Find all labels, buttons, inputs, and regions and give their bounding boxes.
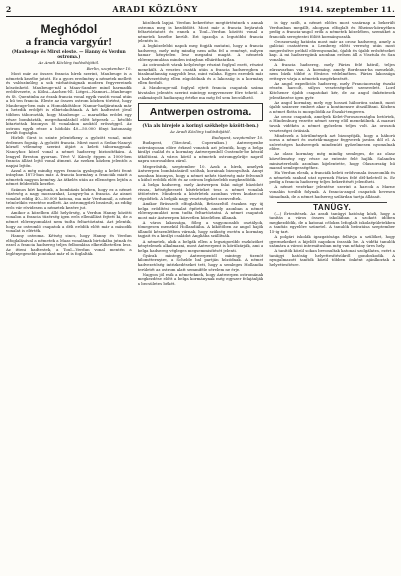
newspaper-title: ARADI KÖZLÖNY: [112, 4, 198, 14]
paragraph: A polgári iskolák igazgatósága felhívja a szülőket, hogy gyermekeiket a kijelölt napokon írassák be. A vidéki tanulók számára a városi internátusban még van néhány üres hely.: [269, 234, 395, 249]
paragraph: Amikor Brüsszelt elfoglalták, Brüsszeltől északra egy új belga erődítési vonalat építettek, amely azonban a német előrenyomulást nem tudta feltartóztatni. A német csapatok most már Antwerpen közvetlen közelében állanak.: [137, 201, 264, 220]
article-source: Az Aradi Közlöny tudósítójától.: [170, 129, 231, 135]
paragraph: Megerősítik, szeptember 10. Azok a hírek, amelyek Antwerpen bombázásáról szóltak, korainak bizonyultak. Annyi azonban bizonyos, hogy a német nehéz tüzérség már felvonult a külső erődök előtt és az ostrom legközelebb megkezdődik.: [137, 163, 264, 183]
paragraph: Mindezek a körülmények azt bizonyítják, hogy a háború sorsa a német és osztrák-magyar fegyverek javára dől el. A szövetséges hadseregek mindenütt győzelmesen nyomulnak előre.: [269, 132, 395, 152]
article-source: Az Aradi Közlöny tudósítójától.: [38, 60, 100, 65]
paragraph: Az angol expedíciós hadsereg, mely Franciaország északi részén harcolt, súlyos veszteségeket szenvedett. Lord Kitchener újabb csapatokat kér, de az angol önkéntesek jelentkezése igen gyér.: [269, 80, 395, 100]
paragraph: Az ostromlott várak helyőrsége részint foglyul esett, részint menekült. A vesztes csaták után a francia hadseregben a bizalmatlanság nagyobb lesz, mint valaha. Egyes ezredek már a hadvezetőség ellen zúgolódnak és a lakosság is a kormány ellen fordult.: [137, 62, 264, 86]
section-heading: TANÜGY.: [313, 203, 352, 213]
paragraph: Ha Verdun elesik, a franciák keleti erődvonala összeomlik és a németek szabad utat nyernek Párizs felé dél-keletről is. Ez pedig a francia hadsereg teljes bekerítését jelentheti.: [269, 170, 395, 185]
paragraph: Amikor a közelben álló helyőrség, a Verdun Hanny közötti vonalon a francia tüzérség igen erős ellenállást fejtett ki, de a német előrenyomulást nem tudta feltartóztatni. Azt jelentik, hogy az ostromló csapatok a déli erődök előtt már a második vonalat is elérték.: [6, 209, 132, 234]
paragraph: A belga hadsereg, mely Antwerpen falai mögé húzódott vissza, kétségbeesett kísérleteket tesz a német vonalak áttörésére. Mindezek a kísérletek azonban véres kudarccal végződtek. A belgák nagy veszteségeket szenvedtek.: [137, 182, 264, 201]
paragraph: (—) Értesítések. Az aradi tanügyi hatóság közli, hogy a tanítás a város összes iskoláiban a szokott időben megkezdődik, de a katonai célokra lefoglalt iskolaépületekben a tanítás egyelőre szünetel. A tanulók beíratása szeptember 15-ig tart.: [269, 210, 395, 234]
page-number: 2: [6, 5, 12, 14]
paragraph: Hirlelt Girst is szinte jelentékeny a győzött vonal, mint érdemes fogság. A győzött francia. Mirst most a Sedan-Nancyi körnél vélemény szerint átjárt a keleti tábornagynak. Nancyhoz közel vonal a német hadsereg biztosítékára. A lengyel Breston gyorsan. Tévé V. Károly éppen a 1000-ben francia állást lejtő vonal átment. Az ezeken közben jelentős a napjai lejtőn.: [6, 135, 132, 168]
headline-line-1: Meghódol: [40, 22, 98, 36]
paragraph: Gyárak mintegy Antwerpentől mintegy tizenöt kilométernyire, a Schelde bal partján húzódnak. A német hadvezetőség intézkedéseket tett, hogy a semleges Hollandia területét az ostrom alatt semmiféle sérelem ne érje.: [137, 252, 264, 272]
headline-line-2: a francia vargyúr!: [25, 36, 112, 48]
column-left: [6, 21, 132, 569]
paragraph: Számos hírt kaptunk, a bombázás közben, hogy ez a német tüzérség a nagy mozsarakat, Longwy-ba a francia. Az aisnei vonalat eddig 40—50.000 katona, ma már Verdunnál, a német trónörökös vezetése mellett. Az ostromgyűrű bezárult, az eddig erős vár rövidesen a németek kezére jut.: [6, 186, 132, 210]
article-subhead: (Via als hirejele a korinyi székhelye között-ben.): [142, 124, 259, 130]
paragraph: A tanítók közül sokan bevonultak katonai szolgálatra, ezért a tanügyi hatóság helyettesítésükről gondoskodik. A nyugalmazott tanítók közül többen önként ajánlkoztak a helyettesítésre.: [269, 248, 395, 267]
box-headline: Antwerpen ostroma.: [149, 106, 252, 119]
article-columns: [6, 21, 395, 569]
paragraph: A város lakossága, főleg a vagyonosabb osztályok, tömegesen menekül Hollandiába. A kikötőben az angol hajók állandó készenlétben várnak, hogy szükség esetén a kormány tagjait és a királyi családot Angliába szállítsák.: [137, 219, 264, 239]
paragraph: Az orosz csapatok, amelyek Kelet-Poroszországba betörtek, a Hindenburg vezette német sereg elől menekülnek. A mazuri tavak vidékén a német győzelem teljes volt. Az oroszok veszteségei óriásiak.: [269, 113, 395, 133]
article-subhead: (Maubeuge és Mirst eleste. — Hanny és Verdun ostroma.): [11, 50, 126, 60]
masthead: [6, 4, 395, 17]
paragraph: is úgy szólt, a német előőrs most vasárnap a bekerült Verdunban megállt, ahogyan elfoglalt és Rheims-környéken pedig a francia-angol erők a németek közelében, szemüket a franciák seregtestei fölött kormányozzák.: [269, 21, 395, 39]
paragraph: Most már az összes francia hírek szerint, Maubeuge is a németek kezébe jutott. Ez a gyors eredmény a németek mellett és valószínűleg a sok várhatóságnak modern fegyvereinek köszönhető. Maubeuge-nál a Maas-Sambre mind harmadik erődövezete, a Kölni—Aachen-Nl. Liégei—Namuri—Maubeuge és St. Quentinba az észak francia vonal egyik vasúti vonal után a hű ten francia. Eleste az összes ostrom közben történt, hogy Maubeuge-ben más a Homokkőtábor. Namur-hadjáratnak már a hetedik erődjét is elbirtokoltának. A két hadtestet jóval többen táborozták, hogy Maubeuge — maradéka erődei egy része bombázták, megrohamlásból előtt képesek — később kitartottak bizonyos fő vonalakon azoktól erősséggel. Az ostrom egyik része a hódolás 40—50.000 főnyi katonaság került fogságba.: [6, 71, 132, 136]
paragraph: A német vezérkar jelentése szerint a harcok a Marne vonalán tovább folynak. A francia-angol csapatok hevesen támadnak, de a német hadsereg szilárdan tartja állásait.: [269, 184, 395, 199]
paragraph: A francia hadsereg, mely Párizs felé hátrál, teljes zűrzavarban van. A kormány, amely Bordeaux-ba menekült, nem bízik többé a főváros védelmében. Párizs lakossága rettegve várja a németek megérkezését.: [269, 62, 395, 81]
paragraph: A németek, akik a belgák ellen a legszigorúbb eszközöket kénytelenek alkalmazni, most Antwerpent is körülzárják, ami a belga hadsereg végleges megsemmisítését jelenti.: [137, 238, 264, 253]
headline-box: [138, 103, 264, 121]
paragraph: Az angol kormány, mely egy hosszú háborúra számít, most újabb százezer embert akar a kontinensre átszállítani. Közben a német flotta is mozgolódik az Északi-tengeren.: [269, 99, 395, 114]
paragraph: Oroszország határán most már az orosz hadsereg, amely a galíciai csatatéren a Lemberg előtti vereség után most megerősítve próbál előrenyomulni, újabb és újabb erősítéseket kap. A mi hadseregünk azonban erősen áll a Visztula és San vonalán.: [269, 38, 395, 62]
paragraph: Az olasz kormány még mindig semleges, de az olasz közvélemény egy része az entente felé hajlik. Salandra miniszterelnök azonban kijelentette, hogy Olaszország hű marad semlegességéhez.: [269, 151, 395, 171]
paragraph: Budapest, (Tárcával, Copernikus.) Antwerpenbe szórványosan előre érkező vonatok azt jelentik, hogy a belga királyi család és a kormány Antwerpenből Oostende-be készül átköltözni. A város körül a németek ostromgyűrűje napról napra szorosabbra zárul.: [137, 140, 264, 164]
paragraph: közölnek lapjai. Verdun bekerítése megtörténtnek s annak ostroma meg is kezdődött. Most már a francia bejáratok feltartóztatott és ennek a Toul—Verdun közötti vonal a németek kezébe került. Ezt igazolja a legutóbbi francia jelentés is.: [137, 21, 264, 44]
paragraph: Azzal a még mindig egyes francia gyalogság a keleti front irányban 1873-ban már. A francia kormány a franciák miatt a németek nagyon kemény. Az átkelés után az ellenséges lejtőn a német felderítők kezébe.: [6, 167, 132, 187]
paragraph: Hanny ostroma. Kétség sincs, hogy Hanny és Verdun elfoglalásával a németek a Maas vonalának birtokába jutnak és ezzel a francia hadsereg teljes felbomlása elkerülhetetlen lesz. Az itteni hadtestek, a Toul—Verdun vonal mentén a leglényegesebb pontokat már el is foglalták.: [6, 233, 132, 257]
article-headline: [6, 23, 132, 48]
paragraph: Nagyon jól esik a németeknek, hogy Antwerpen ostromának megkezdése előtt a belga kormánynak még egyszer felajánlják a becsületes békét.: [137, 271, 264, 286]
paragraph: A legközelebbi napok meg fogják mutatni, hogy a francia hadsereg, mely még mindig nem adta fel a reményt, milyen hamar kénytelen lesz megadni magát. A németek előrenyomulása minden irányban elhárithatatlan.: [137, 43, 264, 62]
column-right: [269, 21, 395, 569]
issue-date: 1914. szeptember 11.: [298, 5, 395, 14]
paragraph: A Maubeuge-nál foglyul ejtett francia csapatok száma hivatalos jelentés szerint mintegy negyvenezer főre tehető. A zsákmányolt hadianyag értéke ma még fel sem becsülhető.: [137, 85, 264, 100]
article-dateline: Berlin, szeptember 10.: [86, 65, 132, 71]
column-middle: [138, 21, 264, 569]
article-dateline: Budapest, szeptember 10.: [211, 134, 264, 140]
